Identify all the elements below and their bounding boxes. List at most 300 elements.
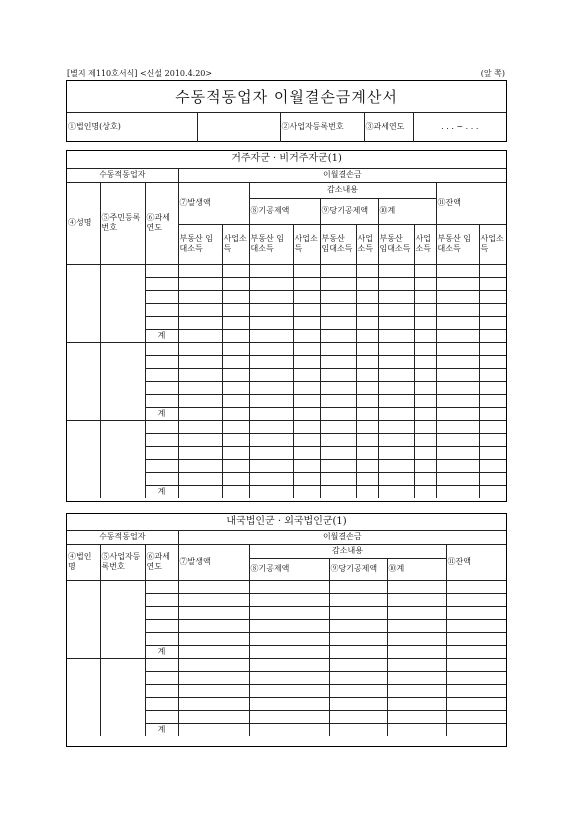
part2-amount-cell[interactable] [446, 671, 506, 684]
part1-amount-cell[interactable] [222, 446, 249, 459]
part1-sub-biz: 사업소득 [222, 224, 249, 264]
part2-year-cell[interactable] [145, 593, 178, 606]
part1-sub-biz: 사업소득 [293, 224, 320, 264]
part1-amount-cell[interactable] [436, 485, 479, 498]
part1-amount-cell[interactable] [436, 329, 479, 342]
part2-amount-cell[interactable] [178, 710, 249, 723]
part1-amount-cell[interactable] [249, 381, 293, 394]
part1-amount-cell[interactable] [249, 472, 293, 485]
part2-amount-cell[interactable] [329, 619, 387, 632]
corp-name-field[interactable] [197, 113, 280, 142]
tax-year-period[interactable]: . . . ~ . . . [413, 113, 506, 142]
part2-year-cell[interactable] [145, 658, 178, 671]
part1-amount-cell[interactable] [249, 446, 293, 459]
part1-amount-cell[interactable] [293, 264, 320, 277]
part1-sub-re: 부동산 임대소득 [378, 224, 414, 264]
part2-amount-cell[interactable] [249, 684, 329, 697]
part2-amount-cell[interactable] [387, 606, 446, 619]
part1-amount-cell[interactable] [479, 485, 506, 498]
part2-col-decrease: 감소내용 [249, 544, 446, 558]
part1-amount-cell[interactable] [356, 303, 378, 316]
part1-year-cell[interactable] [145, 277, 178, 290]
part1-year-cell[interactable] [145, 433, 178, 446]
part1-amount-cell[interactable] [293, 355, 320, 368]
part1-year-cell[interactable] [145, 420, 178, 433]
part1-amount-cell[interactable] [479, 446, 506, 459]
part1-amount-cell[interactable] [356, 459, 378, 472]
part1-amount-cell[interactable] [356, 277, 378, 290]
part1-amount-cell[interactable] [320, 303, 356, 316]
part2-amount-cell[interactable] [446, 697, 506, 710]
part2-amount-cell[interactable] [329, 606, 387, 619]
part1-year-cell[interactable] [145, 342, 178, 355]
part2-col-total: ⑩계 [387, 558, 446, 580]
part1-amount-cell[interactable] [178, 407, 222, 420]
part1-amount-cell[interactable] [378, 355, 414, 368]
part1-year-cell[interactable] [145, 264, 178, 277]
part2-loss-group: 이월결손금 [178, 530, 506, 544]
part1-partner-name-cell[interactable] [67, 264, 100, 342]
part1-amount-cell[interactable] [249, 329, 293, 342]
part1-amount-cell[interactable] [356, 381, 378, 394]
part1-amount-cell[interactable] [222, 290, 249, 303]
part1-amount-cell[interactable] [356, 329, 378, 342]
part1-amount-cell[interactable] [356, 472, 378, 485]
part1-year-cell[interactable] [145, 355, 178, 368]
part1-amount-cell[interactable] [356, 394, 378, 407]
part1-partner-name-cell[interactable] [67, 420, 100, 498]
part1-amount-cell[interactable] [320, 407, 356, 420]
part1-amount-cell[interactable] [479, 342, 506, 355]
part2-amount-cell[interactable] [329, 593, 387, 606]
part2-amount-cell[interactable] [249, 632, 329, 645]
part1-amount-cell[interactable] [479, 394, 506, 407]
part1-table-row [67, 420, 506, 433]
part1-amount-cell[interactable] [178, 420, 222, 433]
part1-amount-cell[interactable] [356, 368, 378, 381]
part2-amount-cell[interactable] [446, 580, 506, 593]
part1-amount-cell[interactable] [479, 303, 506, 316]
part1-amount-cell[interactable] [378, 407, 414, 420]
part2-amount-cell[interactable] [329, 697, 387, 710]
part1-amount-cell[interactable] [436, 446, 479, 459]
part2-amount-cell[interactable] [446, 684, 506, 697]
part1-amount-cell[interactable] [479, 381, 506, 394]
part1-amount-cell[interactable] [222, 277, 249, 290]
part1-amount-cell[interactable] [222, 303, 249, 316]
part1-amount-cell[interactable] [414, 277, 436, 290]
part1-amount-cell[interactable] [479, 472, 506, 485]
part1-amount-cell[interactable] [293, 459, 320, 472]
part1-amount-cell[interactable] [320, 433, 356, 446]
part1-subtotal-label: 계 [145, 329, 178, 342]
part1-amount-cell[interactable] [293, 407, 320, 420]
part2-amount-cell[interactable] [178, 723, 249, 736]
part1-amount-cell[interactable] [356, 407, 378, 420]
part1-amount-cell[interactable] [178, 446, 222, 459]
part1-amount-cell[interactable] [414, 355, 436, 368]
part1-amount-cell[interactable] [178, 329, 222, 342]
part1-amount-cell[interactable] [293, 329, 320, 342]
part1-partner-id-cell[interactable] [100, 264, 145, 342]
part1-amount-cell[interactable] [222, 355, 249, 368]
part1-amount-cell[interactable] [178, 394, 222, 407]
part1-amount-cell[interactable] [293, 485, 320, 498]
part2-amount-cell[interactable] [329, 658, 387, 671]
part2-amount-cell[interactable] [249, 658, 329, 671]
part1-amount-cell[interactable] [293, 446, 320, 459]
part1-amount-cell[interactable] [436, 316, 479, 329]
part1-amount-cell[interactable] [222, 368, 249, 381]
part1-amount-cell[interactable] [320, 420, 356, 433]
part2-amount-cell[interactable] [249, 606, 329, 619]
part1-amount-cell[interactable] [249, 342, 293, 355]
part1-amount-cell[interactable] [293, 433, 320, 446]
part1-amount-cell[interactable] [436, 264, 479, 277]
part2-amount-cell[interactable] [446, 658, 506, 671]
part1-amount-cell[interactable] [293, 472, 320, 485]
part1-partner-id-cell[interactable] [100, 420, 145, 498]
part1-amount-cell[interactable] [378, 381, 414, 394]
part1-amount-cell[interactable] [178, 316, 222, 329]
part1-amount-cell[interactable] [222, 264, 249, 277]
part2-amount-cell[interactable] [387, 658, 446, 671]
part2-amount-cell[interactable] [249, 645, 329, 658]
part2-year-cell[interactable] [145, 632, 178, 645]
part1-amount-cell[interactable] [436, 407, 479, 420]
part1-year-cell[interactable] [145, 316, 178, 329]
part1-sub-re: 부동산 임대소득 [320, 224, 356, 264]
part2-amount-cell[interactable] [446, 632, 506, 645]
part2-amount-cell[interactable] [178, 697, 249, 710]
part2-amount-cell[interactable] [329, 684, 387, 697]
part1-year-cell[interactable] [145, 459, 178, 472]
part1-amount-cell[interactable] [320, 264, 356, 277]
part1-amount-cell[interactable] [414, 316, 436, 329]
part1-amount-cell[interactable] [414, 290, 436, 303]
part1-amount-cell[interactable] [249, 316, 293, 329]
part1-amount-cell[interactable] [222, 433, 249, 446]
part1-amount-cell[interactable] [178, 342, 222, 355]
part1-amount-cell[interactable] [249, 485, 293, 498]
part1-amount-cell[interactable] [320, 316, 356, 329]
part1-amount-cell[interactable] [479, 407, 506, 420]
part1-amount-cell[interactable] [436, 394, 479, 407]
part1-amount-cell[interactable] [178, 290, 222, 303]
part2-amount-cell[interactable] [329, 723, 387, 736]
part2-col-balance: ⑪잔액 [446, 544, 506, 580]
part1-amount-cell[interactable] [178, 368, 222, 381]
part1-amount-cell[interactable] [356, 342, 378, 355]
part1-amount-cell[interactable] [320, 342, 356, 355]
part1-amount-cell[interactable] [356, 485, 378, 498]
part2-amount-cell[interactable] [249, 580, 329, 593]
part1-year-cell[interactable] [145, 394, 178, 407]
part2-amount-cell[interactable] [178, 684, 249, 697]
part1-amount-cell[interactable] [293, 316, 320, 329]
part1-amount-cell[interactable] [249, 420, 293, 433]
part1-amount-cell[interactable] [356, 420, 378, 433]
part1-amount-cell[interactable] [378, 368, 414, 381]
part2-amount-cell[interactable] [178, 593, 249, 606]
part2-year-cell[interactable] [145, 710, 178, 723]
part1-amount-cell[interactable] [293, 420, 320, 433]
part2-year-cell[interactable] [145, 606, 178, 619]
part2-amount-cell[interactable] [178, 645, 249, 658]
page-title: 수동적동업자 이월결손금계산서 [67, 81, 506, 113]
part1-amount-cell[interactable] [249, 303, 293, 316]
part2-amount-cell[interactable] [249, 710, 329, 723]
part2-amount-cell[interactable] [249, 723, 329, 736]
part1-year-cell[interactable] [145, 290, 178, 303]
part1-amount-cell[interactable] [356, 355, 378, 368]
part1-amount-cell[interactable] [414, 433, 436, 446]
part2-amount-cell[interactable] [446, 619, 506, 632]
part2-year-cell[interactable] [145, 671, 178, 684]
part2-partner-id-cell[interactable] [100, 658, 145, 736]
part1-amount-cell[interactable] [356, 433, 378, 446]
part1-amount-cell[interactable] [178, 277, 222, 290]
part1-partner-id-cell[interactable] [100, 342, 145, 420]
part1-amount-cell[interactable] [222, 316, 249, 329]
part2-amount-cell[interactable] [249, 619, 329, 632]
part1-amount-cell[interactable] [436, 381, 479, 394]
part2-amount-cell[interactable] [446, 723, 506, 736]
part1-amount-cell[interactable] [293, 368, 320, 381]
part1-amount-cell[interactable] [249, 407, 293, 420]
part2-amount-cell[interactable] [329, 671, 387, 684]
part1-amount-cell[interactable] [436, 303, 479, 316]
part1-amount-cell[interactable] [178, 485, 222, 498]
part1-loss-group: 이월결손금 [178, 168, 506, 182]
part1-amount-cell[interactable] [414, 342, 436, 355]
part1-amount-cell[interactable] [436, 355, 479, 368]
part1-amount-cell[interactable] [479, 290, 506, 303]
part2-amount-cell[interactable] [329, 580, 387, 593]
part1-amount-cell[interactable] [479, 277, 506, 290]
part1-amount-cell[interactable] [479, 355, 506, 368]
part1-amount-cell[interactable] [378, 446, 414, 459]
part2-amount-cell[interactable] [387, 684, 446, 697]
part2-amount-cell[interactable] [178, 606, 249, 619]
part1-amount-cell[interactable] [178, 355, 222, 368]
part1-col-decrease: 감소내용 [249, 182, 436, 198]
part1-amount-cell[interactable] [222, 420, 249, 433]
part2-amount-cell[interactable] [446, 593, 506, 606]
part1-partner-group: 수동적동업자 [67, 168, 178, 182]
part2-amount-cell[interactable] [446, 606, 506, 619]
part2-amount-cell[interactable] [178, 632, 249, 645]
part1-year-cell[interactable] [145, 472, 178, 485]
part1-amount-cell[interactable] [178, 433, 222, 446]
part2-amount-cell[interactable] [178, 580, 249, 593]
part1-amount-cell[interactable] [378, 459, 414, 472]
part1-amount-cell[interactable] [378, 290, 414, 303]
part1-amount-cell[interactable] [479, 316, 506, 329]
part1-amount-cell[interactable] [414, 394, 436, 407]
part1-col-balance: ⑪잔액 [436, 182, 506, 224]
part1-amount-cell[interactable] [320, 394, 356, 407]
part1-amount-cell[interactable] [249, 277, 293, 290]
part2-amount-cell[interactable] [249, 671, 329, 684]
part2-partner-id-cell[interactable] [100, 580, 145, 658]
title-table [67, 81, 506, 142]
part2-year-cell[interactable] [145, 580, 178, 593]
part1-amount-cell[interactable] [378, 342, 414, 355]
part1-amount-cell[interactable] [222, 485, 249, 498]
part2-amount-cell[interactable] [387, 593, 446, 606]
part2-amount-cell[interactable] [387, 710, 446, 723]
part1-amount-cell[interactable] [320, 329, 356, 342]
part1-amount-cell[interactable] [479, 368, 506, 381]
part1-amount-cell[interactable] [249, 264, 293, 277]
part1-year-cell[interactable] [145, 368, 178, 381]
part1-amount-cell[interactable] [414, 329, 436, 342]
part1-amount-cell[interactable] [436, 420, 479, 433]
part1-amount-cell[interactable] [479, 264, 506, 277]
part1-amount-cell[interactable] [320, 355, 356, 368]
part1-amount-cell[interactable] [222, 342, 249, 355]
part1-amount-cell[interactable] [249, 394, 293, 407]
part2-amount-cell[interactable] [178, 619, 249, 632]
part2-year-cell[interactable] [145, 697, 178, 710]
part1-amount-cell[interactable] [222, 329, 249, 342]
part1-amount-cell[interactable] [436, 433, 479, 446]
part1-amount-cell[interactable] [378, 277, 414, 290]
part2-amount-cell[interactable] [446, 710, 506, 723]
part1-year-cell[interactable] [145, 303, 178, 316]
part2-amount-cell[interactable] [249, 697, 329, 710]
part1-amount-cell[interactable] [436, 277, 479, 290]
part2-amount-cell[interactable] [178, 671, 249, 684]
part1-col-total: ⑩계 [378, 198, 436, 224]
part2-amount-cell[interactable] [446, 645, 506, 658]
part1-amount-cell[interactable] [320, 446, 356, 459]
part1-amount-cell[interactable] [249, 433, 293, 446]
part1-amount-cell[interactable] [436, 472, 479, 485]
part1-col-year: ⑥과세연도 [145, 182, 178, 264]
part1-amount-cell[interactable] [414, 472, 436, 485]
part2-amount-cell[interactable] [329, 632, 387, 645]
part1-amount-cell[interactable] [249, 355, 293, 368]
part1-amount-cell[interactable] [378, 316, 414, 329]
part1-amount-cell[interactable] [378, 394, 414, 407]
part1-amount-cell[interactable] [479, 459, 506, 472]
part1-amount-cell[interactable] [414, 459, 436, 472]
part1-amount-cell[interactable] [293, 290, 320, 303]
part1-amount-cell[interactable] [378, 420, 414, 433]
part1-amount-cell[interactable] [356, 264, 378, 277]
part1-amount-cell[interactable] [320, 459, 356, 472]
part2-amount-cell[interactable] [387, 632, 446, 645]
part1-amount-cell[interactable] [293, 303, 320, 316]
part1-amount-cell[interactable] [378, 303, 414, 316]
part1-amount-cell[interactable] [436, 459, 479, 472]
part1-amount-cell[interactable] [356, 290, 378, 303]
part1-amount-cell[interactable] [356, 446, 378, 459]
part1-year-cell[interactable] [145, 446, 178, 459]
part1-amount-cell[interactable] [320, 381, 356, 394]
part1-amount-cell[interactable] [414, 368, 436, 381]
page-side: (앞 쪽) [480, 69, 505, 78]
part1-amount-cell[interactable] [222, 472, 249, 485]
part2-amount-cell[interactable] [387, 580, 446, 593]
part1-amount-cell[interactable] [414, 303, 436, 316]
part2-amount-cell[interactable] [329, 710, 387, 723]
part1-amount-cell[interactable] [320, 290, 356, 303]
part1-amount-cell[interactable] [436, 368, 479, 381]
part1-amount-cell[interactable] [222, 407, 249, 420]
part1-amount-cell[interactable] [249, 368, 293, 381]
part1-amount-cell[interactable] [356, 316, 378, 329]
part1-year-cell[interactable] [145, 381, 178, 394]
part1-amount-cell[interactable] [479, 420, 506, 433]
part1-amount-cell[interactable] [222, 381, 249, 394]
part1-amount-cell[interactable] [222, 459, 249, 472]
part2-amount-cell[interactable] [249, 593, 329, 606]
part1-amount-cell[interactable] [378, 329, 414, 342]
part1-amount-cell[interactable] [293, 342, 320, 355]
part2-amount-cell[interactable] [387, 645, 446, 658]
part1-amount-cell[interactable] [222, 394, 249, 407]
part1-amount-cell[interactable] [436, 290, 479, 303]
part1-amount-cell[interactable] [414, 407, 436, 420]
part2-col-occur: ⑦발생액 [178, 544, 249, 580]
part1-amount-cell[interactable] [320, 485, 356, 498]
part1-amount-cell[interactable] [178, 303, 222, 316]
part1-amount-cell[interactable] [178, 472, 222, 485]
part1-amount-cell[interactable] [414, 485, 436, 498]
part1-amount-cell[interactable] [436, 342, 479, 355]
part1-amount-cell[interactable] [249, 459, 293, 472]
part1-amount-cell[interactable] [378, 264, 414, 277]
part2-amount-cell[interactable] [178, 658, 249, 671]
part1-amount-cell[interactable] [414, 381, 436, 394]
part1-table [67, 151, 506, 498]
part1-amount-cell[interactable] [479, 329, 506, 342]
part2-section-title: 내국법인군 · 외국법인군(1) [67, 514, 506, 530]
part1-amount-cell[interactable] [178, 381, 222, 394]
part2-table [67, 514, 506, 736]
part2-amount-cell[interactable] [387, 619, 446, 632]
part2-amount-cell[interactable] [329, 645, 387, 658]
part2-partner-name-cell[interactable] [67, 580, 100, 658]
part1-amount-cell[interactable] [293, 394, 320, 407]
part1-amount-cell[interactable] [320, 277, 356, 290]
part1-amount-cell[interactable] [293, 277, 320, 290]
part1-amount-cell[interactable] [178, 459, 222, 472]
part1-amount-cell[interactable] [320, 472, 356, 485]
part1-amount-cell[interactable] [378, 433, 414, 446]
part1-amount-cell[interactable] [178, 264, 222, 277]
part2-amount-cell[interactable] [387, 697, 446, 710]
part1-amount-cell[interactable] [414, 420, 436, 433]
part2-partner-name-cell[interactable] [67, 658, 100, 736]
part1-amount-cell[interactable] [293, 381, 320, 394]
part2-year-cell[interactable] [145, 684, 178, 697]
part1-amount-cell[interactable] [414, 264, 436, 277]
part2-amount-cell[interactable] [387, 671, 446, 684]
part1-amount-cell[interactable] [249, 290, 293, 303]
part1-amount-cell[interactable] [378, 472, 414, 485]
part2-year-cell[interactable] [145, 619, 178, 632]
part1-amount-cell[interactable] [378, 485, 414, 498]
part1-amount-cell[interactable] [320, 368, 356, 381]
part1-amount-cell[interactable] [414, 446, 436, 459]
part1-partner-name-cell[interactable] [67, 342, 100, 420]
part2-amount-cell[interactable] [387, 723, 446, 736]
part1-amount-cell[interactable] [479, 433, 506, 446]
